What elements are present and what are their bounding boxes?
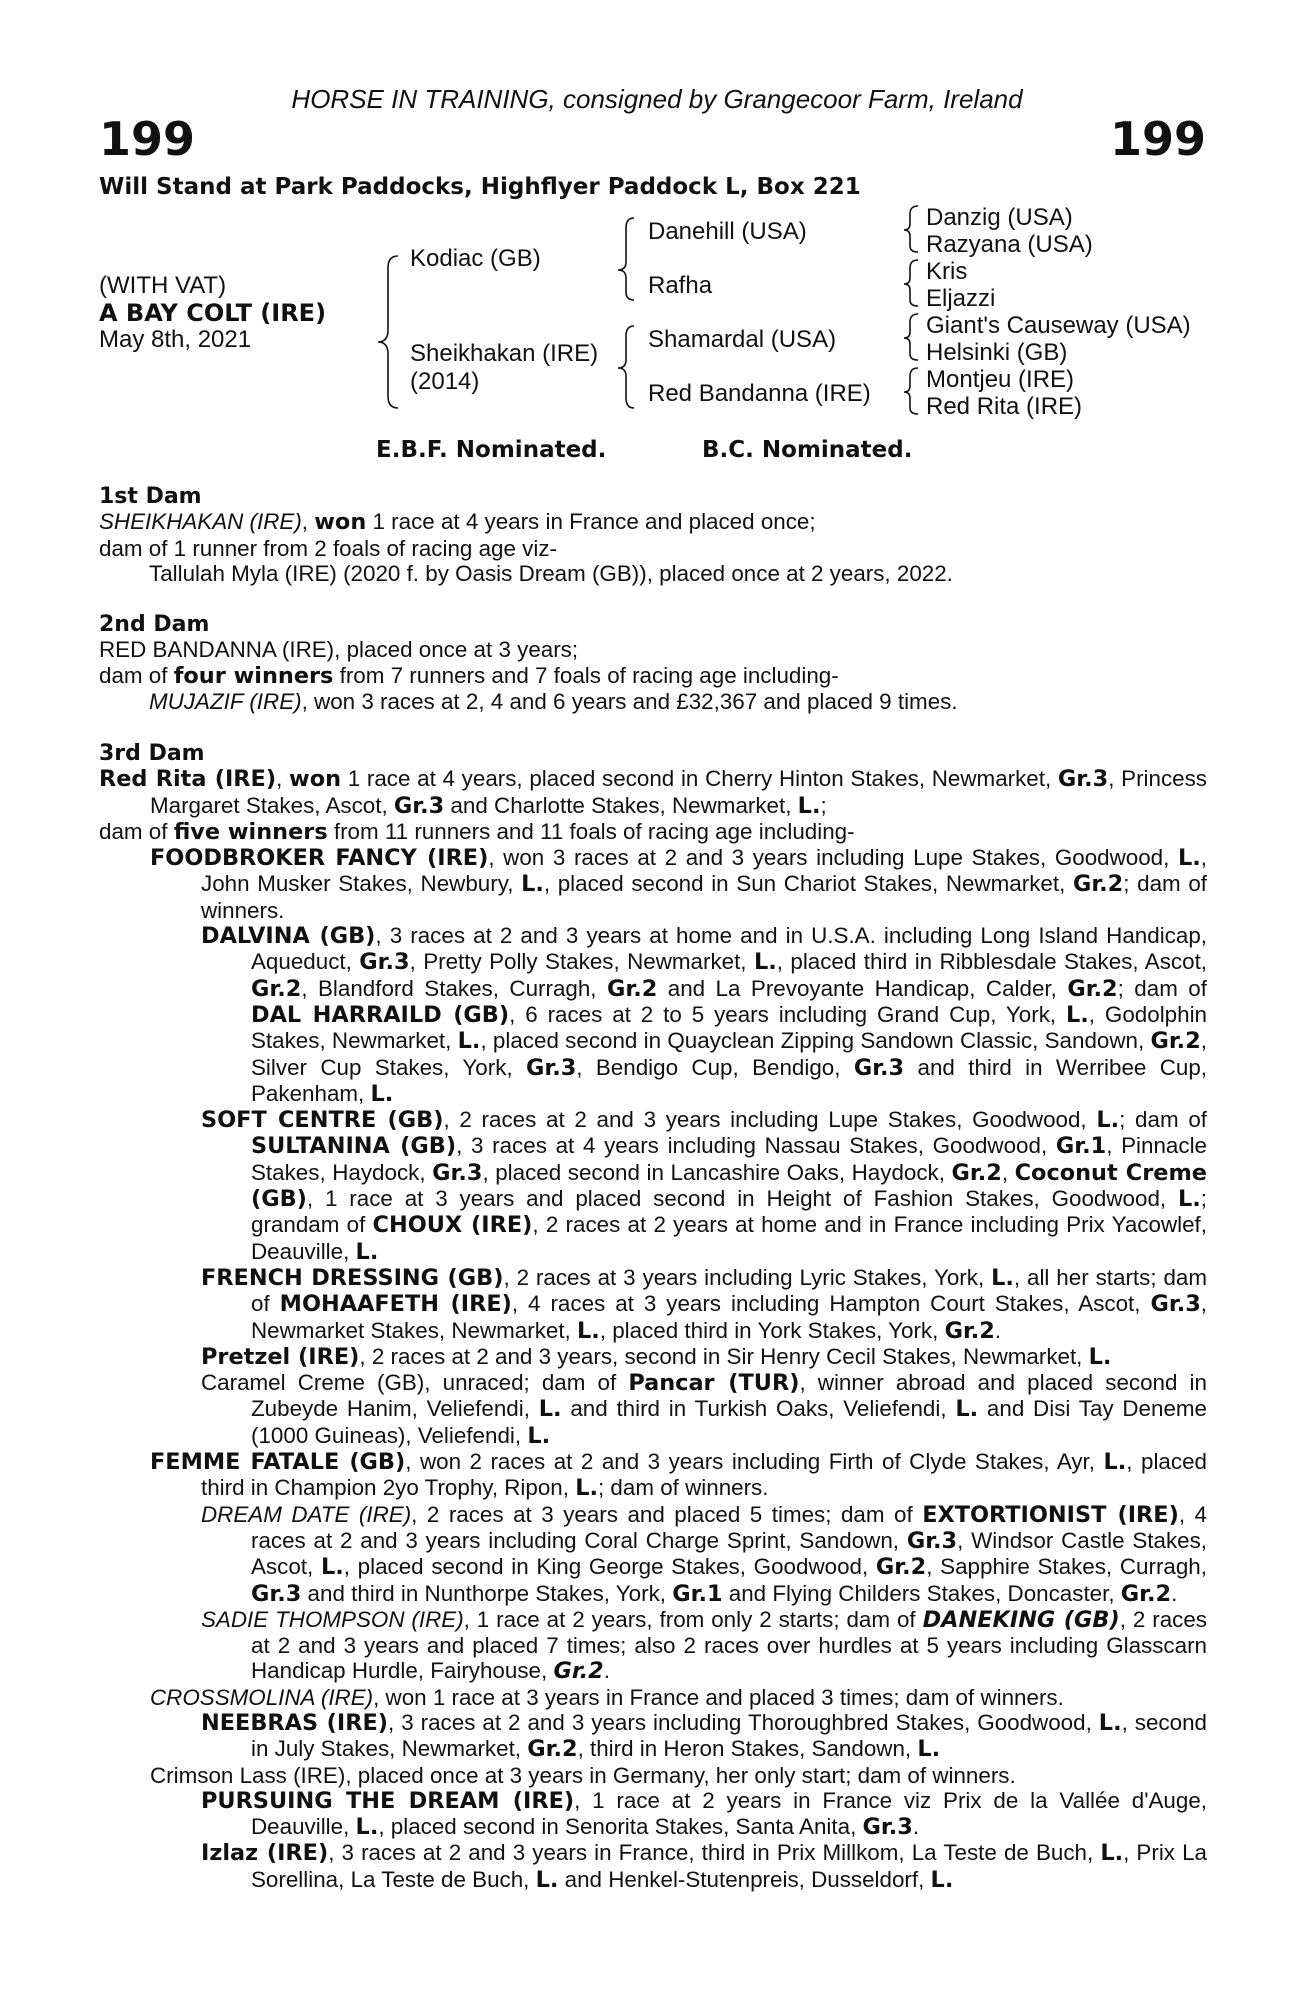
- first-dam-produce-summary: dam of 1 runner from 2 foals of racing age viz-: [99, 535, 557, 561]
- dam: Sheikhakan (IRE): [410, 340, 599, 367]
- produce-pursuing-the-dream: PURSUING THE DREAM (IRE), 1 race at 2 years in France viz Prix de la Vallée d'Auge, Deauville, L., placed second in Senorita Stakes, Santa Anita, Gr.3.: [201, 1787, 1207, 1841]
- ggs-2: Kris: [926, 258, 968, 285]
- third-dam-section: [99, 741, 1207, 1893]
- produce-sadie-thompson: SADIE THOMPSON (IRE), 1 race at 2 years, from only 2 starts; dam of DANEKING (GB), 2 races at 2 and 3 years and placed 7 times; also 2 races over hurdles at 5 years including Glasscarn Handicap Hurdle, Fairyhouse, Gr.2.: [201, 1606, 1207, 1685]
- sire: Kodiac (GB): [410, 245, 541, 272]
- bc-nomination: B.C. Nominated.: [702, 437, 913, 463]
- produce-izlaz: Izlaz (IRE), 3 races at 2 and 3 years in France, third in Prix Millkom, La Teste de Buch, L., Prix La Sorellina, La Teste de Buch, L. and Henkel-Stutenpreis, Dusseldorf, L.: [201, 1840, 1208, 1893]
- produce-crossmolina: CROSSMOLINA (IRE), won 1 race at 3 years in France and placed 3 times; dam of winners.: [150, 1684, 1064, 1710]
- ggs-3: Giant's Causeway (USA): [926, 312, 1191, 339]
- second-dam-produce-summary: dam of four winners from 7 runners and 7 foals of racing age including-: [99, 662, 839, 689]
- produce-dalvina: DALVINA (GB), 3 races at 2 and 3 years at home and in U.S.A. including Long Island Handicap, Aqueduct, Gr.3, Pretty Polly Stakes, Newmarket, L., placed third in Ribblesdale Stakes, Ascot, Gr.2, Blandford Stakes, Curragh, Gr.2 and La Prevoyante Handicap, Calder, Gr.2; dam of DAL HARRAILD (GB), 6 races at 2 to 5 years including Grand Cup, York, L., Godolphin Stakes, Newmarket, L., placed second in Quayclean Zipping Sandown Classic, Sandown, Gr.2, Silver Cup Stakes, York, Gr.3, Bendigo Cup, Bendigo, Gr.3 and third in Werribee Cup, Pakenham, L.: [201, 923, 1208, 1107]
- produce-caramel-creme: Caramel Creme (GB), unraced; dam of Pancar (TUR), winner abroad and placed second in Zubeyde Hanim, Veliefendi, L. and third in Turkish Oaks, Veliefendi, L. and Disi Tay Deneme (1000 Guineas), Veliefendi, L.: [201, 1370, 1208, 1449]
- ggd-1: Razyana (USA): [926, 231, 1093, 258]
- ggd-4: Red Rita (IRE): [926, 393, 1083, 420]
- ebf-nomination: E.B.F. Nominated.: [376, 437, 607, 463]
- catalogue-header: HORSE IN TRAINING, consigned by Grangecoor Farm, Ireland: [291, 84, 1023, 114]
- foaling-date: May 8th, 2021: [99, 326, 252, 353]
- ggs-1: Danzig (USA): [926, 204, 1073, 231]
- sire-sire: Danehill (USA): [648, 218, 807, 245]
- ggs-4: Montjeu (IRE): [926, 366, 1075, 393]
- vat-label: (WITH VAT): [99, 272, 227, 299]
- stand-location: Will Stand at Park Paddocks, Highflyer Paddock L, Box 221: [99, 174, 861, 200]
- second-dam-heading: 2nd Dam: [99, 612, 210, 637]
- second-dam-produce: MUJAZIF (IRE), won 3 races at 2, 4 and 6 years and £32,367 and placed 9 times.: [149, 688, 958, 714]
- produce-pretzel: Pretzel (IRE), 2 races at 2 and 3 years, second in Sir Henry Cecil Stakes, Newmarket, L.: [201, 1343, 1112, 1370]
- second-dam-section: [99, 612, 1207, 714]
- ggd-2: Eljazzi: [926, 285, 996, 312]
- first-dam-section: [99, 484, 1207, 586]
- third-dam-heading: 3rd Dam: [99, 741, 205, 766]
- third-dam-record: Red Rita (IRE), won 1 race at 4 years, placed second in Cherry Hinton Stakes, Newmarket, Gr.3, Princess Margaret Stakes, Ascot, Gr.3 and Charlotte Stakes, Newmarket, L.;: [99, 766, 1207, 819]
- ggd-3: Helsinki (GB): [926, 339, 1068, 366]
- produce-french-dressing: FRENCH DRESSING (GB), 2 races at 3 years including Lyric Stakes, York, L., all her starts; dam of MOHAAFETH (IRE), 4 races at 3 years including Hampton Court Stakes, Ascot, Gr.3, Newmarket Stakes, Newmarket, L., placed third in York Stakes, York, Gr.2.: [201, 1264, 1208, 1344]
- horse-name: A BAY COLT (IRE): [99, 299, 327, 327]
- dam-year: (2014): [410, 368, 480, 395]
- third-dam-produce-summary: dam of five winners from 11 runners and 11 foals of racing age including-: [99, 818, 855, 845]
- dam-dam: Red Bandanna (IRE): [648, 380, 871, 407]
- sire-dam: Rafha: [648, 272, 713, 299]
- first-dam-heading: 1st Dam: [99, 484, 202, 509]
- produce-crimson-lass: Crimson Lass (IRE), placed once at 3 years in Germany, her only start; dam of winners.: [150, 1762, 1016, 1788]
- dam-sire: Shamardal (USA): [648, 326, 837, 353]
- produce-soft-centre: SOFT CENTRE (GB), 2 races at 2 and 3 years including Lupe Stakes, Goodwood, L.; dam of SULTANINA (GB), 3 races at 4 years including Nassau Stakes, Goodwood, Gr.1, Pinnacle Stakes, Haydock, Gr.3, placed second in Lancashire Oaks, Haydock, Gr.2, Coconut Creme (GB), 1 race at 3 years and placed second in Height of Fashion Stakes, Goodwood, L.; grandam of CHOUX (IRE), 2 races at 2 years at home and in France including Prix Yacowlef, Deauville, L.: [201, 1107, 1207, 1265]
- produce-foodbroker-fancy: FOODBROKER FANCY (IRE), won 3 races at 2 and 3 years including Lupe Stakes, Goodwood, L., John Musker Stakes, Newbury, L., placed second in Sun Chariot Stakes, Newmarket, Gr.2; dam of winners.: [150, 845, 1207, 923]
- second-dam-line: RED BANDANNA (IRE), placed once at 3 years;: [99, 637, 579, 663]
- produce-dream-date: DREAM DATE (IRE), 2 races at 3 years and placed 5 times; dam of EXTORTIONIST (IRE), 4 races at 2 and 3 years including Coral Charge Sprint, Sandown, Gr.3, Windsor Castle Stakes, Ascot, L., placed second in King George Stakes, Goodwood, Gr.2, Sapphire Stakes, Curragh, Gr.3 and third in Nunthorpe Stakes, York, Gr.1 and Flying Childers Stakes, Doncaster, Gr.2.: [201, 1501, 1208, 1607]
- produce-femme-fatale: FEMME FATALE (GB), won 2 races at 2 and 3 years including Firth of Clyde Stakes, Ayr, L., placed third in Champion 2yo Trophy, Ripon, L.; dam of winners.: [150, 1449, 1207, 1502]
- lot-number-right: 199: [1109, 112, 1206, 166]
- lot-number-left: 199: [99, 112, 196, 166]
- first-dam-produce: Tallulah Myla (IRE) (2020 f. by Oasis Dream (GB)), placed once at 2 years, 2022.: [149, 560, 953, 586]
- produce-neebras: NEEBRAS (IRE), 3 races at 2 and 3 years including Thoroughbred Stakes, Goodwood, L., second in July Stakes, Newmarket, Gr.2, third in Heron Stakes, Sandown, L.: [201, 1709, 1207, 1763]
- first-dam-line: SHEIKHAKAN (IRE), won 1 race at 4 years in France and placed once;: [99, 509, 816, 536]
